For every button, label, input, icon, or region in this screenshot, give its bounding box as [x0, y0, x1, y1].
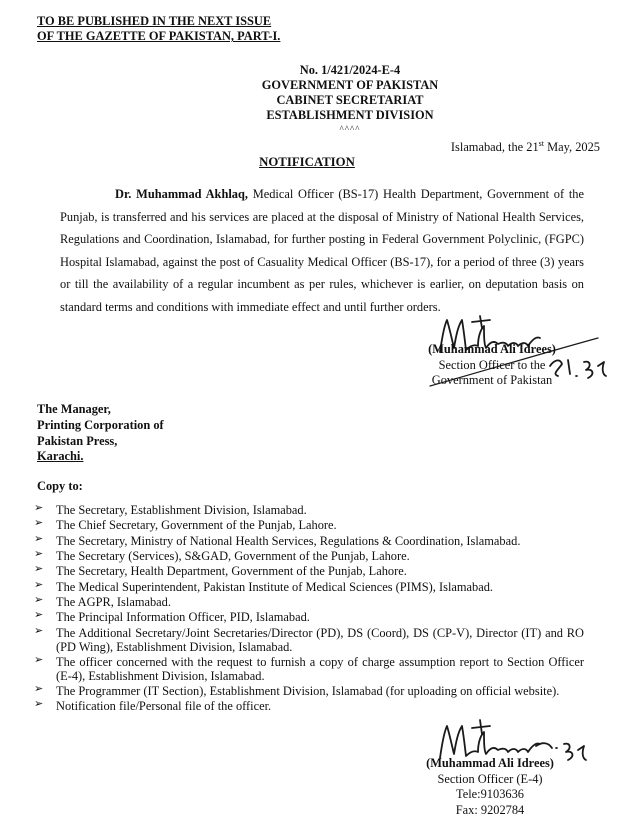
signatory-name-1: (Muhammad Ali Idrees) [428, 342, 556, 356]
govt-line2: CABINET SECRETARIAT [276, 93, 424, 108]
divider-stars: ^^^^ [339, 123, 361, 134]
gazette-header [37, 14, 280, 44]
arrow-bullet-icon: ➢ [34, 531, 44, 545]
body-text: Medical Officer (BS-17) Health Department, Government of the Punjab, is transferred and his services are placed at the disposal of Ministry of National Health Services, Regulations and Coordination, Islamabad, for further posting in Federal Government Polyclinic, (FGPC) Hospital Islamabad, against the post of Casuality Medical Officer (BS-17), for a period of three (3) years or till the availability of a regular incumbent as per rules, whichever is earlier, on deputation basis on standard terms and conditions with immediate effect and until further orders. [60, 187, 584, 314]
arrow-bullet-icon: ➢ [34, 697, 44, 711]
list-item: ➢ The Programmer (IT Section), Establishment Division, Islamabad (for uploading on official website). [34, 682, 560, 699]
addressee-block [37, 402, 164, 465]
govt-line1: GOVERNMENT OF PAKISTAN [261, 78, 439, 93]
officer-name: Dr. Muhammad Akhlaq, [115, 187, 248, 201]
telephone: Tele:9103636 [456, 787, 524, 801]
notification-title: NOTIFICATION [259, 155, 355, 169]
notification-body [60, 183, 584, 318]
list-item: ➢ Notification file/Personal file of the officer. [34, 697, 272, 714]
signature-block-1 [412, 342, 572, 389]
signature-block-2 [410, 756, 570, 818]
list-item: ➢ The Secretary, Health Department, Government of the Punjab, Lahore. [34, 562, 407, 579]
addressee-line4: Karachi. [37, 449, 84, 464]
signatory-title-1a: Section Officer to the [438, 357, 546, 372]
list-item: ➢ The Secretary (Services), S&GAD, Government of the Punjab, Lahore. [34, 546, 410, 563]
gazette-header-line2: OF THE GAZETTE OF PAKISTAN, PART-I. [37, 29, 281, 44]
list-item: ➢ The officer concerned with the request to furnish a copy of charge assumption report to Section Officer (E-4), Establishment Division, Islamabad. [34, 652, 584, 683]
arrow-bullet-icon: ➢ [34, 501, 44, 514]
gazette-header-line1: TO BE PUBLISHED IN THE NEXT ISSUE [37, 14, 272, 28]
addressee-line3: Pakistan Press, [37, 433, 118, 448]
signatory-name-2: (Muhammad Ali Idrees) [426, 756, 554, 770]
date-ordinal: st [538, 139, 545, 148]
date-line [451, 139, 600, 155]
list-item: ➢ The Chief Secretary, Government of the Punjab, Lahore. [34, 516, 337, 533]
copy-to-heading: Copy to: [37, 479, 83, 493]
date-prefix: Islamabad, the 21 [450, 140, 539, 155]
copy-to-list [34, 503, 584, 715]
arrow-bullet-icon: ➢ [34, 562, 44, 576]
signatory-title-1b: Government of Pakistan [431, 373, 553, 387]
list-item: ➢ The Medical Superintendent, Pakistan Institute of Medical Sciences (PIMS), Islamabad. [34, 577, 494, 594]
arrow-bullet-icon: ➢ [34, 546, 44, 560]
list-item: ➢ The Secretary, Ministry of National Health Services, Regulations & Coordination, Islamabad. [34, 531, 521, 548]
date-rest: May, 2025 [544, 140, 600, 155]
arrow-bullet-icon: ➢ [34, 652, 44, 666]
list-item: ➢ The AGPR, Islamabad. [34, 592, 171, 609]
arrow-bullet-icon: ➢ [34, 608, 44, 622]
arrow-bullet-icon: ➢ [34, 516, 44, 530]
addressee-line2: Printing Corporation of [37, 417, 164, 432]
govt-line3: ESTABLISHMENT DIVISION [266, 108, 434, 123]
list-item: ➢ The Principal Information Officer, PID, Islamabad. [34, 608, 310, 625]
government-heading [200, 63, 500, 134]
signatory-title-2: Section Officer (E-4) [437, 771, 543, 786]
fax: Fax: 9202784 [455, 802, 525, 817]
arrow-bullet-icon: ➢ [34, 682, 44, 696]
addressee-line1: The Manager, [37, 402, 111, 416]
list-item: ➢ The Secretary, Establishment Division, Islamabad. [34, 501, 307, 517]
arrow-bullet-icon: ➢ [34, 592, 44, 606]
list-item: ➢ The Additional Secretary/Joint Secretaries/Director (PD), DS (Coord), DS (CP-V), Director (IT) and RO (PD Wing), Establishment Division, Islamabad. [34, 623, 584, 654]
arrow-bullet-icon: ➢ [34, 577, 44, 591]
arrow-bullet-icon: ➢ [34, 623, 44, 637]
reference-number: No. 1/421/2024-E-4 [299, 63, 401, 77]
